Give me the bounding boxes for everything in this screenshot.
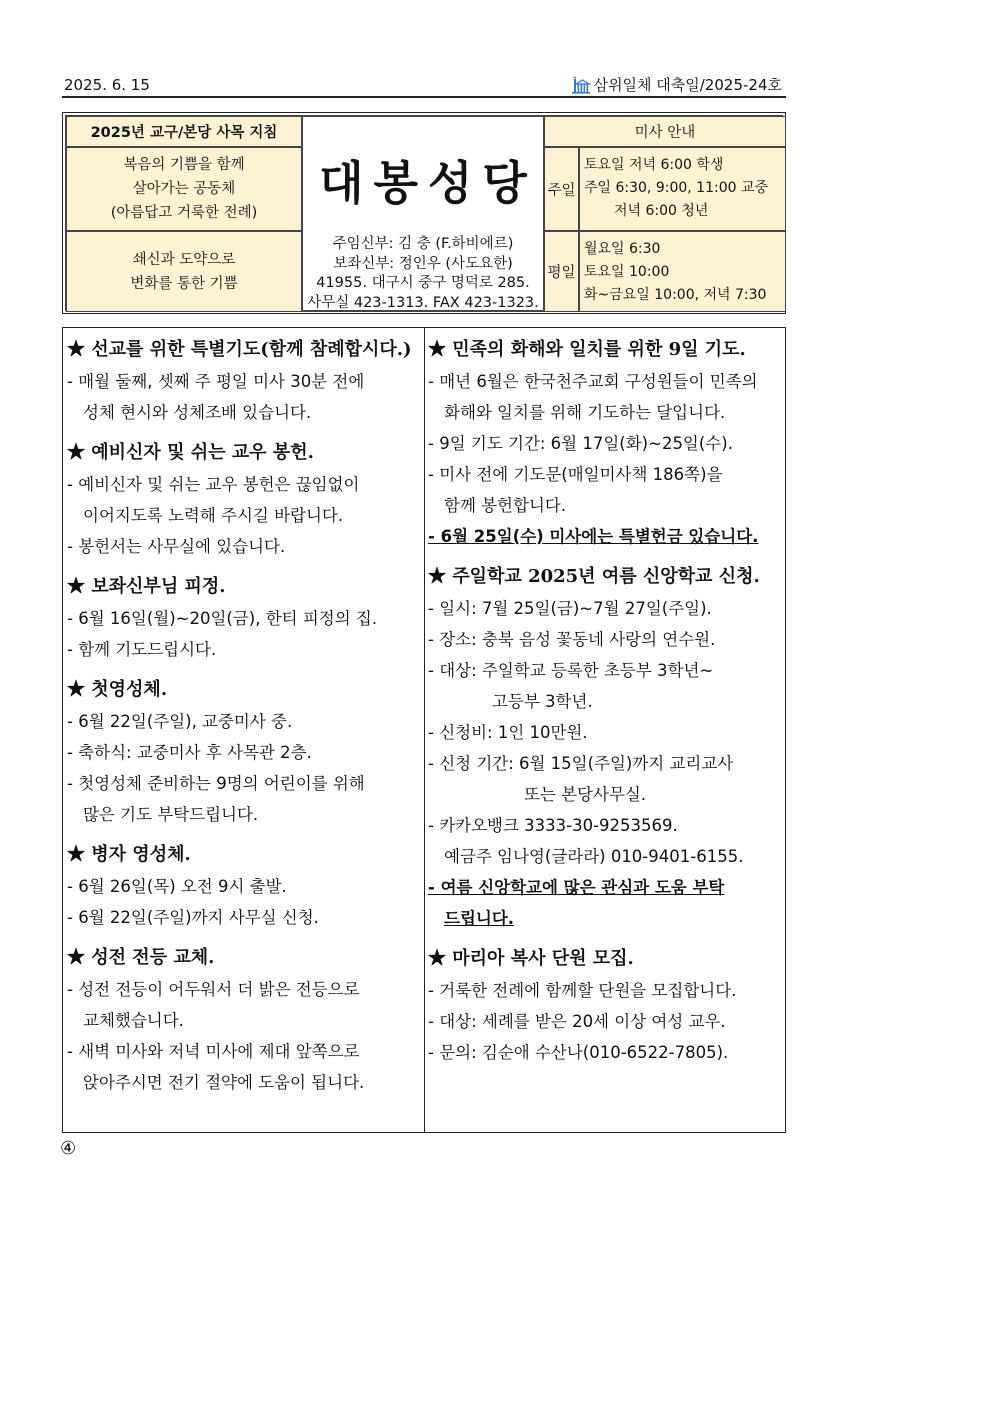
sunday-label: 주일 <box>547 182 576 199</box>
notice-line: 고등부 3학년. <box>492 692 593 711</box>
weekday-label: 평일 <box>547 265 576 281</box>
weekday-line: 월요일 6:30 <box>584 241 661 257</box>
notice-line: - 대상: 세례를 받은 20세 이상 여성 교우. <box>428 1012 726 1031</box>
guideline-2-line: 변화를 통한 기쁨 <box>130 275 238 292</box>
notice-section-title: ★ 첫영성체. <box>67 679 168 700</box>
staff-line: 보좌신부: 정인우 (사도요한) <box>333 255 513 272</box>
notice-line: - 6월 22일(주일)까지 사무실 신청. <box>67 908 319 927</box>
notices-box <box>62 327 786 1133</box>
notice-section-title: ★ 예비신자 및 쉬는 교우 봉헌. <box>67 442 314 463</box>
notice-line: - 첫영성체 준비하는 9명의 어린이를 위해 <box>67 774 365 793</box>
weekday-line: 토요일 10:00 <box>584 264 670 280</box>
column-divider <box>424 328 425 1132</box>
notice-line: - 새벽 미사와 저녁 미사에 제대 앞쪽으로 <box>67 1042 360 1061</box>
emphasized-text: - 6월 25일(수) 미사에는 특별헌금 있습니다. <box>428 527 759 546</box>
notice-line: - 매월 둘째, 셋째 주 평일 미사 30분 전에 <box>67 372 365 391</box>
notice-line: - 축하식: 교중미사 후 사목관 2층. <box>67 743 312 762</box>
notice-line: - 문의: 김순애 수산나(010-6522-7805). <box>428 1043 729 1062</box>
church-icon <box>571 76 591 94</box>
sunday-label-cell <box>544 147 579 231</box>
header-block <box>62 112 786 314</box>
notice-line: - 카카오뱅크 3333-30-9253569. <box>428 816 678 835</box>
issue-text: 삼위일체 대축일/2025-24호 <box>593 76 782 94</box>
notice-line <box>428 872 784 903</box>
notice-line <box>428 903 784 934</box>
notice-section-title: ★ 선교를 위한 특별기도(함께 참례합시다.) <box>67 339 412 360</box>
notice-section <box>428 943 784 1068</box>
notice-section-title: ★ 민족의 화해와 일치를 위한 9일 기도. <box>428 339 746 360</box>
guideline-title-cell <box>66 116 302 147</box>
header-inner <box>65 115 783 311</box>
staff-line: 사무실 423-1313. FAX 423-1323. <box>307 294 539 311</box>
notice-line: - 미사 전에 기도문(매일미사책 186쪽)을 <box>428 465 723 484</box>
weekday-line: 화~금요일 10:00, 저녁 7:30 <box>584 287 767 303</box>
notice-line: 성체 현시와 성체조배 있습니다. <box>83 403 312 422</box>
notice-line: - 거룩한 전례에 함께할 단원을 모집합니다. <box>428 981 737 1000</box>
notice-line: 교체했습니다. <box>83 1011 184 1030</box>
guideline-2-line: 쇄신과 도약으로 <box>132 251 236 268</box>
notice-line: - 신청 기간: 6월 15일(주일)까지 교리교사 <box>428 754 734 773</box>
notice-section-title: ★ 보좌신부님 피정. <box>67 576 226 597</box>
guideline-1-line: (아름답고 거룩한 전례) <box>110 205 258 221</box>
parish-staff <box>307 235 539 313</box>
emphasized-text: 드립니다. <box>444 909 515 928</box>
emphasized-text: - 여름 신앙학교에 많은 관심과 도움 부탁 <box>428 878 725 897</box>
sunday-line: 토요일 저녁 6:00 학생 <box>584 157 724 173</box>
guideline-1-cell <box>66 147 302 231</box>
parish-cell <box>302 116 544 312</box>
sunday-line: 주일 6:30, 9:00, 11:00 교중 <box>584 180 769 196</box>
top-bar <box>62 74 786 98</box>
weekday-schedule-cell <box>579 231 786 312</box>
sunday-schedule-cell <box>579 147 786 231</box>
guideline-title: 2025년 교구/본당 사목 지침 <box>90 125 278 141</box>
sunday-line: 저녁 6:00 청년 <box>614 203 709 219</box>
notice-section <box>67 839 423 933</box>
notice-section <box>67 437 423 562</box>
notice-line: - 성전 전등이 어두워서 더 밝은 전등으로 <box>67 980 360 999</box>
notice-section <box>67 334 423 428</box>
notice-section <box>67 674 423 830</box>
parish-name: 대봉성당 <box>319 156 537 210</box>
notice-line: 또는 본당사무실. <box>524 785 647 804</box>
notice-section-title: ★ 병자 영성체. <box>67 844 191 865</box>
notice-line: - 장소: 충북 음성 꽃동네 사랑의 연수원. <box>428 630 716 649</box>
staff-line: 주임신부: 김 충 (F.하비에르) <box>332 236 514 252</box>
page-number: ④ <box>60 1138 77 1159</box>
notice-line: - 6월 26일(목) 오전 9시 출발. <box>67 877 287 896</box>
mass-title: 미사 안내 <box>634 125 696 141</box>
notice-line: 예금주 임나영(글라라) 010-9401-6155. <box>444 847 744 866</box>
notice-section <box>428 561 784 934</box>
notice-section <box>428 334 784 552</box>
guideline-2-cell <box>66 231 302 312</box>
notice-line: 많은 기도 부탁드립니다. <box>83 805 259 824</box>
right-column <box>428 334 784 1077</box>
notice-line: - 6월 22일(주일), 교중미사 중. <box>67 712 293 731</box>
notice-line: - 함께 기도드립시다. <box>67 640 217 659</box>
notice-line: 화해와 일치를 위해 기도하는 달입니다. <box>444 403 726 422</box>
guideline-1-line: 복음의 기쁨을 함께 <box>123 157 245 173</box>
notice-section-title: ★ 마리아 복사 단원 모집. <box>428 948 634 969</box>
notice-line: - 봉헌서는 사무실에 있습니다. <box>67 537 286 556</box>
notice-line: 앉아주시면 전기 절약에 도움이 됩니다. <box>83 1073 365 1092</box>
notice-line <box>428 521 784 552</box>
weekday-label-cell <box>544 231 579 312</box>
notice-section <box>67 571 423 665</box>
guideline-1-line: 살아가는 공동체 <box>132 181 236 197</box>
bulletin-date: 2025. 6. 15 <box>64 76 150 94</box>
notice-line: - 신청비: 1인 10만원. <box>428 723 588 742</box>
notice-line: - 대상: 주일학교 등록한 초등부 3학년~ <box>428 661 714 680</box>
notice-line: - 6월 16일(월)~20일(금), 한티 피정의 집. <box>67 609 378 628</box>
mass-title-cell <box>544 116 786 147</box>
notice-section-title: ★ 주일학교 2025년 여름 신앙학교 신청. <box>428 566 760 587</box>
notice-line: - 예비신자 및 쉬는 교우 봉헌은 끊임없이 <box>67 475 360 494</box>
issue-info <box>571 74 782 95</box>
notice-line: 함께 봉헌합니다. <box>444 496 567 515</box>
notice-section <box>67 942 423 1098</box>
left-column <box>67 334 423 1107</box>
notice-line: - 9일 기도 기간: 6월 17일(화)~25일(수). <box>428 434 733 453</box>
notice-line: - 일시: 7월 25일(금)~7월 27일(주일). <box>428 599 712 618</box>
notice-section-title: ★ 성전 전등 교체. <box>67 947 215 968</box>
staff-line: 41955. 대구시 중구 명덕로 285. <box>316 275 530 291</box>
notice-line: - 매년 6월은 한국천주교회 구성원들이 민족의 <box>428 372 758 391</box>
notice-line: 이어지도록 노력해 주시길 바랍니다. <box>83 506 344 525</box>
